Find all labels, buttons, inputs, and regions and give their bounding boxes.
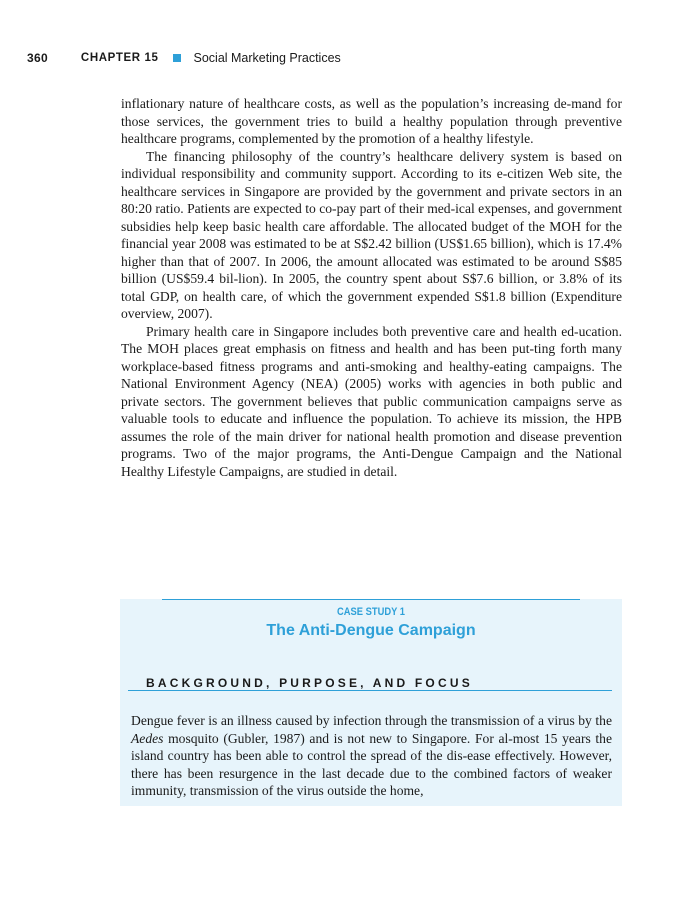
page-number: 360	[27, 51, 48, 65]
case-study-paragraph	[131, 712, 612, 800]
case-text-start: Dengue fever is an illness caused by infection through the transmission of a virus by the	[131, 713, 612, 728]
case-study-top-rule	[162, 599, 580, 600]
italic-term: Aedes	[131, 730, 164, 746]
square-bullet-icon	[173, 54, 181, 62]
running-header	[27, 50, 341, 66]
case-study-box	[120, 599, 622, 806]
body-text	[121, 95, 622, 480]
background-heading: BACKGROUND, PURPOSE, AND FOCUS	[146, 676, 473, 690]
background-heading-rule	[128, 690, 612, 691]
paragraph-1: inflationary nature of healthcare costs, as well as the population’s increasing de-mand for those services, the government tries to build a healthy population through preventive healthcare programs, complemented by the promotion of a healthy lifestyle.	[121, 96, 622, 146]
case-text-end: mosquito (Gubler, 1987) and is not new to Singapore. For al-most 15 years the island country has been able to control the spread of the dis-ease effectively. However, there has been resurgence in the last decade due to the combined factors of weaker immunity, transmission of the virus outside the home,	[131, 730, 612, 799]
paragraph-3: Primary health care in Singapore includes both preventive care and health ed-ucation. The MOH places great emphasis on fitness and health and has been put-ting forth many workplace-based fitness programs and anti-smoking and healthy-eating campaigns. The National Environment Agency (NEA) (2005) works with agencies in both public and private sectors. The government believes that public communication campaigns serve as valuable tools to educate and influence the population. To achieve its mission, the HPB assumes the role of the main driver for national health promotion and disease prevention programs. Two of the major programs, the Anti-Dengue Campaign and the National Healthy Lifestyle Campaigns, are studied in detail.	[121, 323, 622, 479]
chapter-label: CHAPTER 15	[80, 52, 159, 64]
case-study-label: CASE STUDY 1	[337, 606, 405, 618]
section-title: Social Marketing Practices	[193, 51, 341, 65]
paragraph-2: The financing philosophy of the country’s healthcare delivery system is based on individual responsibility and community support. According to its e-citizen Web site, the healthcare services in Singapore are provided by the government and private sectors in an 80:20 ratio. Patients are expected to co-pay part of their med-ical expenses, and government subsidies help keep basic health care affordable. The allocated budget of the MOH for the financial year 2008 was estimated to be at S$2.42 billion (US$1.65 billion), which is 17.4% higher than that of 2007. In 2006, the amount allocated was estimated to be around S$85 billion (US$59.4 bil-lion). In 2005, the country spent about S$7.6 billion, or 3.8% of its total GDP, on health care, of which the government expended S$1.8 billion (Expenditure overview, 2007).	[121, 148, 622, 321]
case-study-title: The Anti-Dengue Campaign	[266, 622, 476, 639]
